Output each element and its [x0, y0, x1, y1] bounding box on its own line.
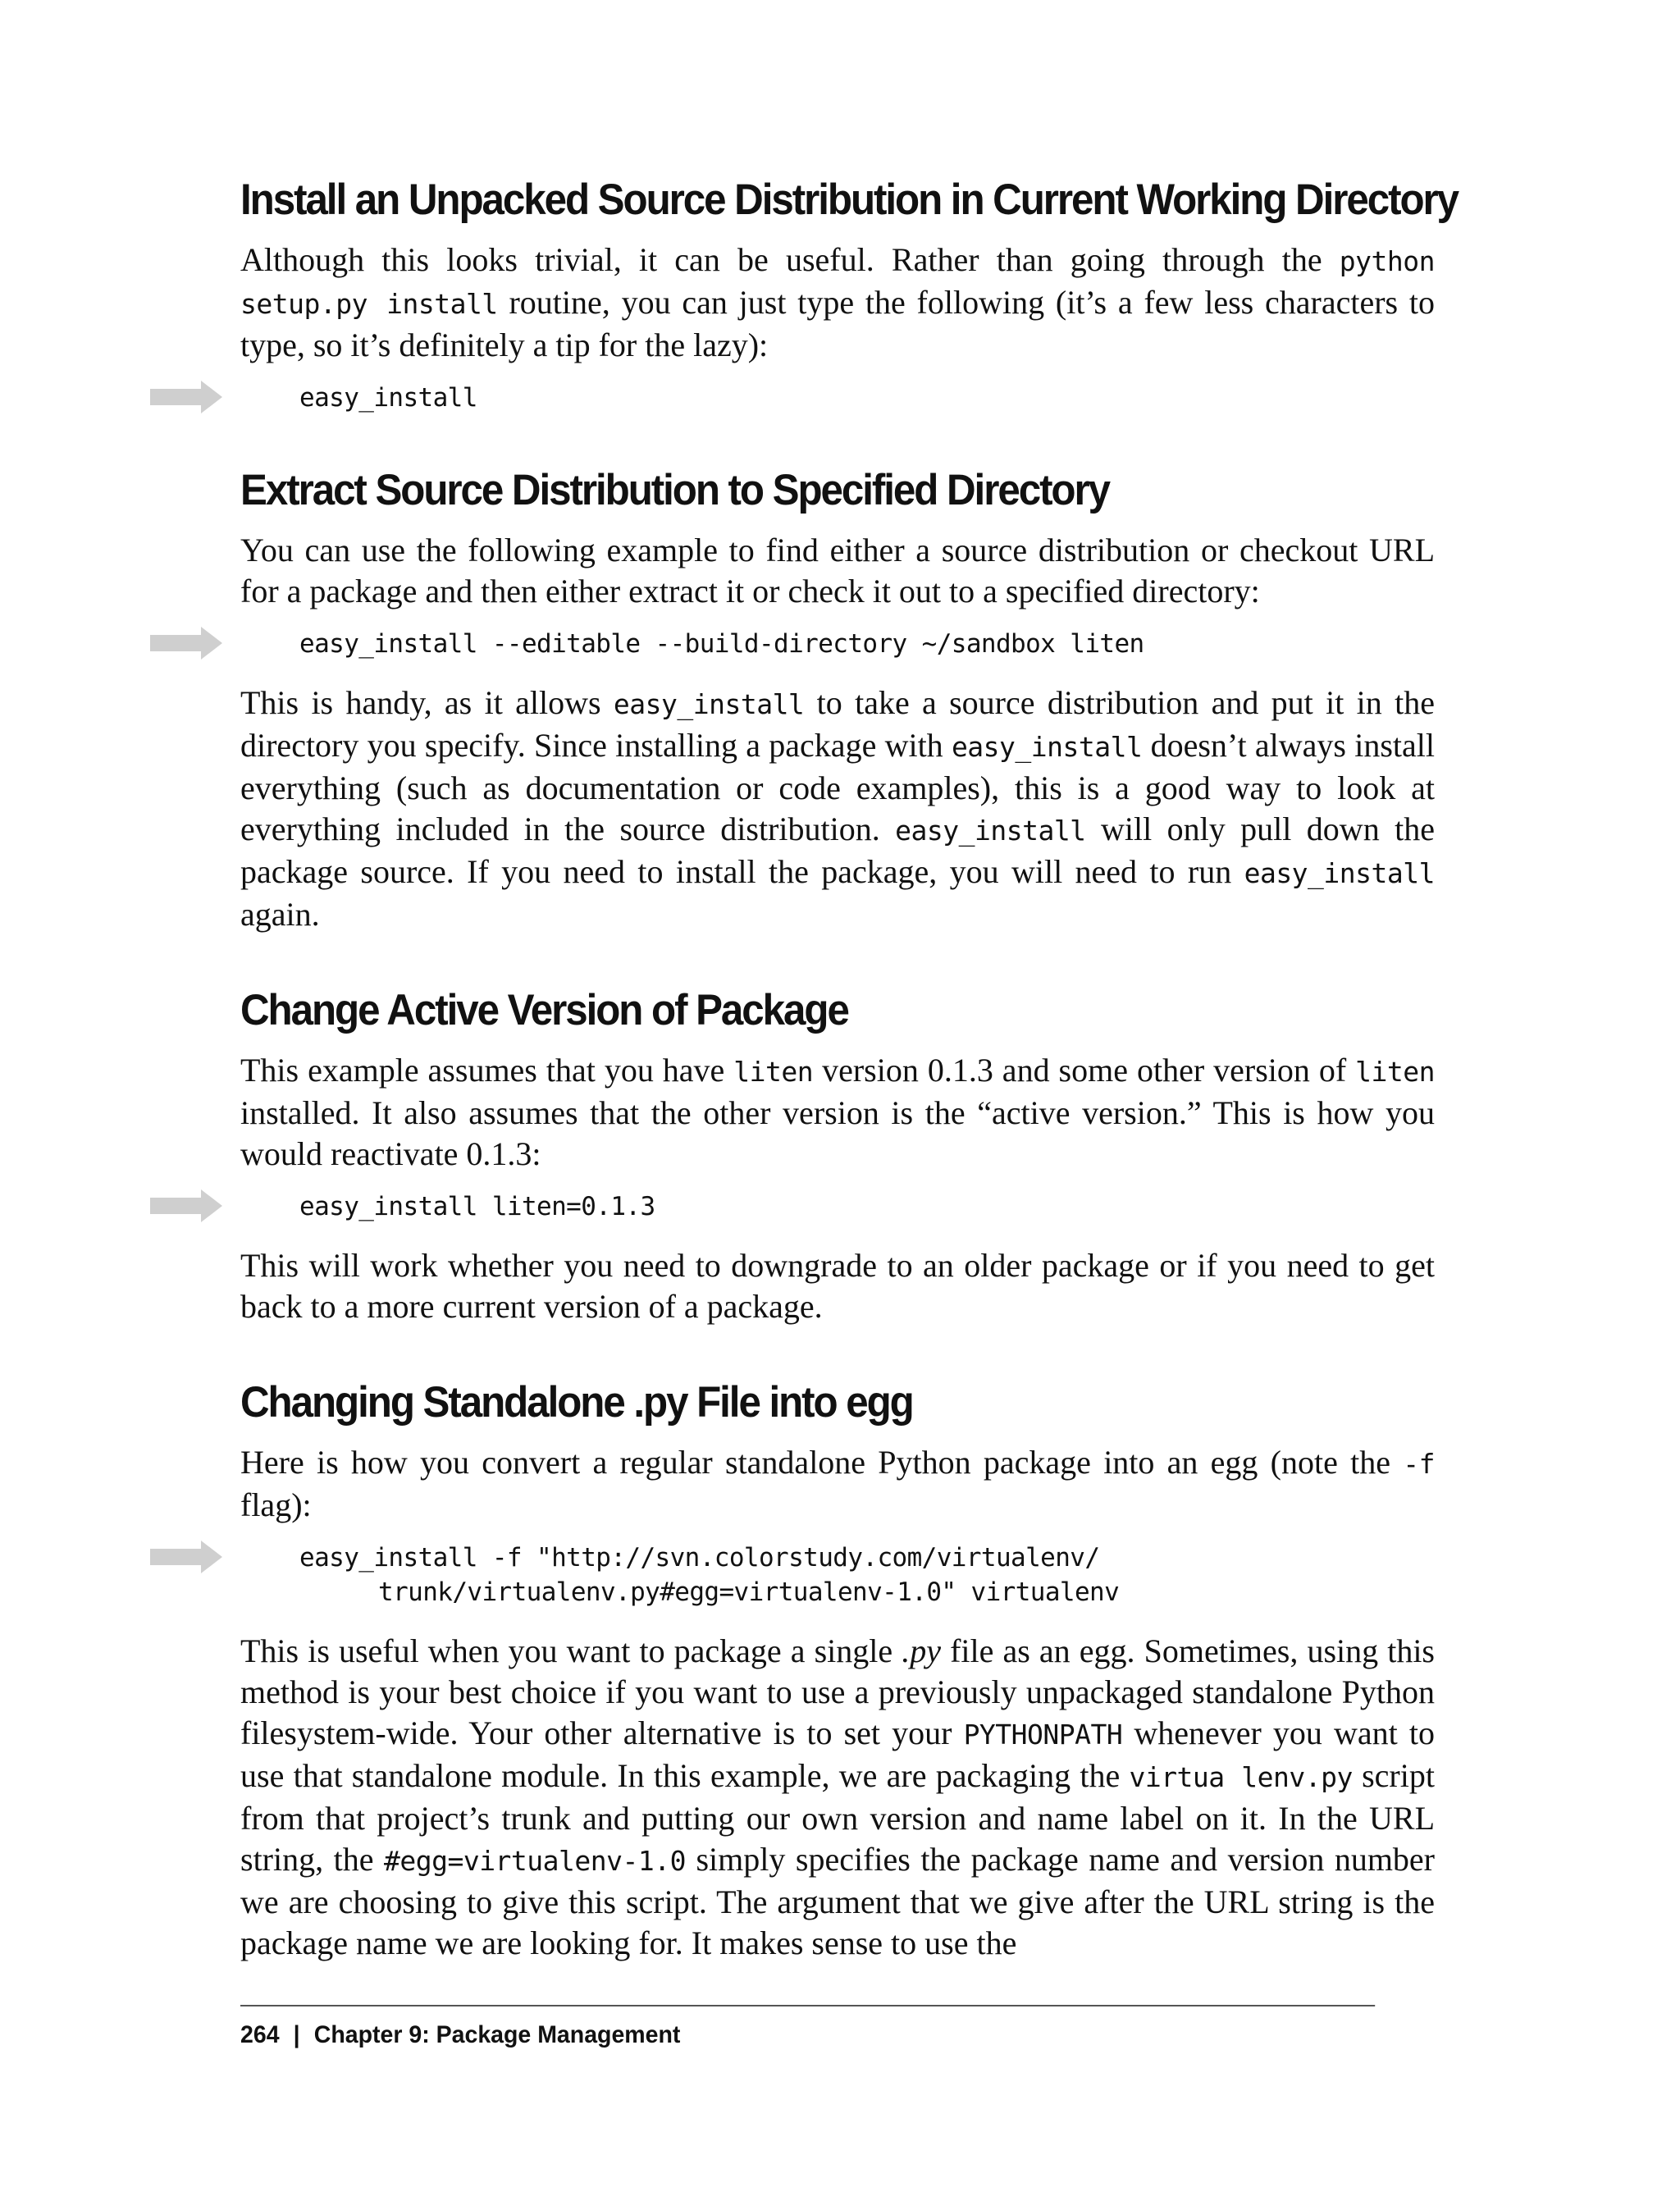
code-example-virtualenv: [240, 1541, 1435, 1609]
code-line-continued: trunk/virtualenv.py#egg=virtualenv-1.0" virtualenv: [378, 1577, 1120, 1607]
page-number: 264: [240, 2021, 280, 2048]
right-arrow-icon: [150, 1189, 222, 1222]
code-example-easy-install: [240, 381, 1435, 415]
text-span: Although this looks trivial, it can be useful. Rather than going through the: [240, 241, 1340, 278]
code-line: easy_install: [299, 383, 477, 413]
inline-code: PYTHONPATH: [963, 1719, 1123, 1751]
section-heading-change-active-version: Change Active Version of Package: [240, 986, 848, 1034]
text-span: again.: [240, 896, 320, 933]
inline-code: easy_install: [1244, 857, 1435, 889]
text-span: Here is how you convert a regular standalone Python package into an egg (note the: [240, 1444, 1404, 1481]
inline-code: -f: [1403, 1448, 1435, 1480]
paragraph-standalone-egg-explanation: [240, 1631, 1435, 1964]
inline-code: virtua lenv.py: [1129, 1761, 1353, 1793]
page-content: [240, 171, 1459, 1964]
section-heading-install-unpacked: Install an Unpacked Source Distribution in Current Working Directory: [240, 176, 1459, 224]
italic-filename: .py: [902, 1632, 942, 1669]
text-span: flag):: [240, 1486, 312, 1523]
text-span: This is handy, as it allows: [240, 684, 614, 721]
code-line: easy_install -f "http://svn.colorstudy.com/virtualenv/: [299, 1543, 1100, 1573]
chapter-title: Chapter 9: Package Management: [313, 2021, 681, 2048]
footer-separator: |: [293, 2021, 300, 2048]
right-arrow-icon: [150, 627, 222, 660]
right-arrow-icon: [150, 1541, 222, 1573]
text-span: This is useful when you want to package a single: [240, 1632, 902, 1669]
text-span: version 0.1.3 and some other version of: [813, 1052, 1356, 1089]
inline-code: easy_install: [613, 688, 805, 720]
text-span: doesn’t always install everything (such as documentation or code examples), this is a good way to look at everything included in the source distribution.: [240, 727, 1435, 847]
code-line: easy_install --editable --build-directory ~/sandbox liten: [299, 629, 1144, 659]
inline-code: easy_install: [895, 815, 1086, 847]
inline-code: python setup.py install: [240, 245, 1435, 320]
text-span: installed. It also assumes that the other version is the “active version.” This is how you would reactivate 0.1.3:: [240, 1094, 1435, 1172]
text-span: This example assumes that you have: [240, 1052, 734, 1089]
text-span: to take a source distribution and put it in the directory you specify. Since installing a package with: [240, 684, 1435, 764]
text-span: will only pull down the package source. If you need to install the package, you will need to run: [240, 810, 1435, 890]
code-example-editable: [240, 627, 1435, 661]
paragraph-change-version-intro: [240, 1050, 1435, 1175]
inline-code: #egg=virtualenv-1.0: [383, 1845, 686, 1877]
text-span: simply specifies the package name and version number we are choosing to give this script. The argument that we give after the URL string is the package name we are looking for. It makes sense to use the: [240, 1841, 1436, 1961]
paragraph-extract-source-explanation: [240, 682, 1435, 935]
right-arrow-icon: [150, 381, 222, 413]
text-span: file as an egg. Sometimes, using this method is your best choice if you want to use a previously unpackaged standalone Python filesystem-wide. Your other alternative is to set your: [240, 1632, 1436, 1751]
paragraph-standalone-egg-intro: [240, 1442, 1435, 1526]
text-span: routine, you can just type the following (it’s a few less characters to type, so it’s definitely a tip for the lazy):: [240, 284, 1436, 363]
code-example-liten-version: [240, 1189, 1435, 1224]
inline-code: liten: [733, 1056, 814, 1088]
text-span: script from that project’s trunk and putting our own version and name label on it. In the URL string, the: [240, 1757, 1435, 1878]
inline-code: easy_install: [951, 731, 1143, 763]
section-heading-extract-source: Extract Source Distribution to Specified Directory: [240, 466, 1110, 514]
code-line: easy_install liten=0.1.3: [299, 1192, 655, 1221]
paragraph-extract-source-intro: You can use the following example to find either a source distribution or checkout URL for a package and then either extract it or check it out to a specified directory:: [240, 532, 1435, 609]
section-heading-standalone-egg: Changing Standalone .py File into egg: [240, 1378, 913, 1427]
paragraph-install-unpacked-intro: [240, 240, 1435, 366]
paragraph-change-version-explanation: This will work whether you need to downgrade to an older package or if you need to get back to a more current version of a package.: [240, 1247, 1435, 1325]
page-footer: [240, 2005, 1375, 2049]
text-span: whenever you want to use that standalone module. In this example, we are packaging the: [240, 1714, 1435, 1794]
inline-code: liten: [1355, 1056, 1435, 1088]
